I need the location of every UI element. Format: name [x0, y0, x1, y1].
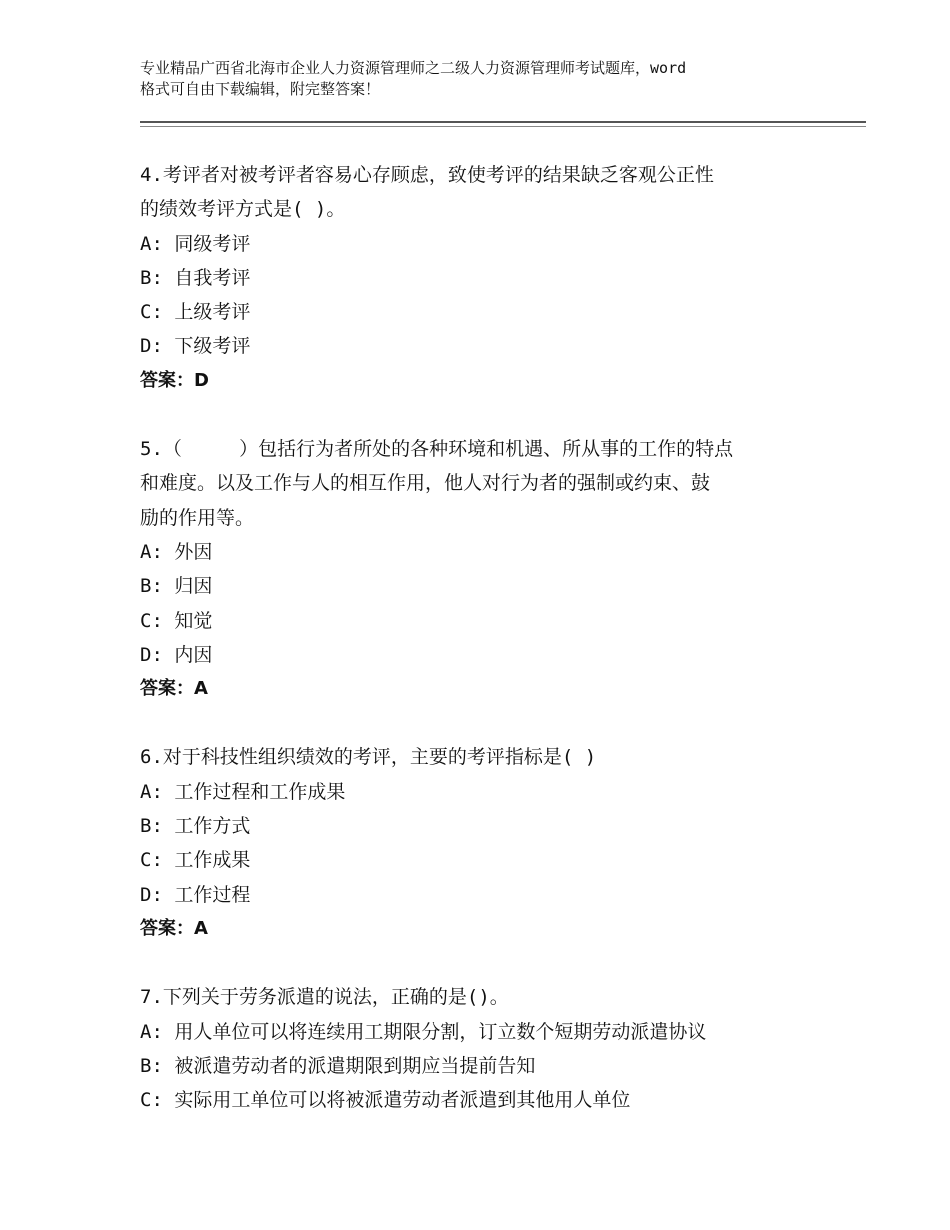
option-a: A: 外因	[140, 540, 213, 563]
option-a: A: 用人单位可以将连续用工期限分割，订立数个短期劳动派遣协议	[140, 1020, 707, 1043]
option-b: B: 归因	[140, 575, 213, 598]
header-line-1: 专业精品广西省北海市企业人力资源管理师之二级人力资源管理师考试题库，word	[140, 59, 687, 77]
option-b: B: 自我考评	[140, 266, 251, 289]
answer: 答案：D	[140, 369, 209, 391]
option-d: D: 工作过程	[140, 883, 251, 906]
option-d: D: 内因	[140, 643, 213, 666]
answer: 答案：A	[140, 917, 208, 939]
question-stem-line: 的绩效考评方式是( )。	[140, 198, 346, 221]
option-a: A: 工作过程和工作成果	[140, 780, 346, 803]
question-stem-line: 7.下列关于劳务派遣的说法，正确的是()。	[140, 986, 509, 1009]
option-c: C: 上级考评	[140, 301, 251, 324]
option-b: B: 被派遣劳动者的派遣期限到期应当提前告知	[140, 1054, 536, 1077]
question-stem-line: 6.对于科技性组织绩效的考评，主要的考评指标是( )	[140, 746, 597, 769]
header-rule-thick	[140, 121, 866, 123]
option-c: C: 工作成果	[140, 849, 251, 872]
question-list	[140, 158, 860, 1151]
document-header	[140, 58, 830, 100]
answer: 答案：A	[140, 678, 208, 700]
question-4	[140, 158, 860, 398]
question-stem-line: 和难度。以及工作与人的相互作用，他人对行为者的强制或约束、鼓	[140, 472, 711, 495]
option-a: A: 同级考评	[140, 232, 251, 255]
header-rule-thin	[140, 126, 866, 127]
question-5	[140, 432, 860, 706]
option-c: C: 知觉	[140, 609, 213, 632]
option-b: B: 工作方式	[140, 815, 251, 838]
question-7	[140, 980, 860, 1117]
option-c: C: 实际用工单位可以将被派遣劳动者派遣到其他用人单位	[140, 1089, 631, 1112]
question-6	[140, 740, 860, 946]
question-stem-line: 励的作用等。	[140, 506, 255, 529]
header-line-2: 格式可自由下载编辑，附完整答案！	[140, 80, 381, 98]
question-stem-line: 4.考评者对被考评者容易心存顾虑，致使考评的结果缺乏客观公正性	[140, 164, 714, 186]
option-d: D: 下级考评	[140, 335, 251, 358]
question-stem-line: 5.（ ）包括行为者所处的各种环境和机遇、所从事的工作的特点	[140, 438, 734, 461]
